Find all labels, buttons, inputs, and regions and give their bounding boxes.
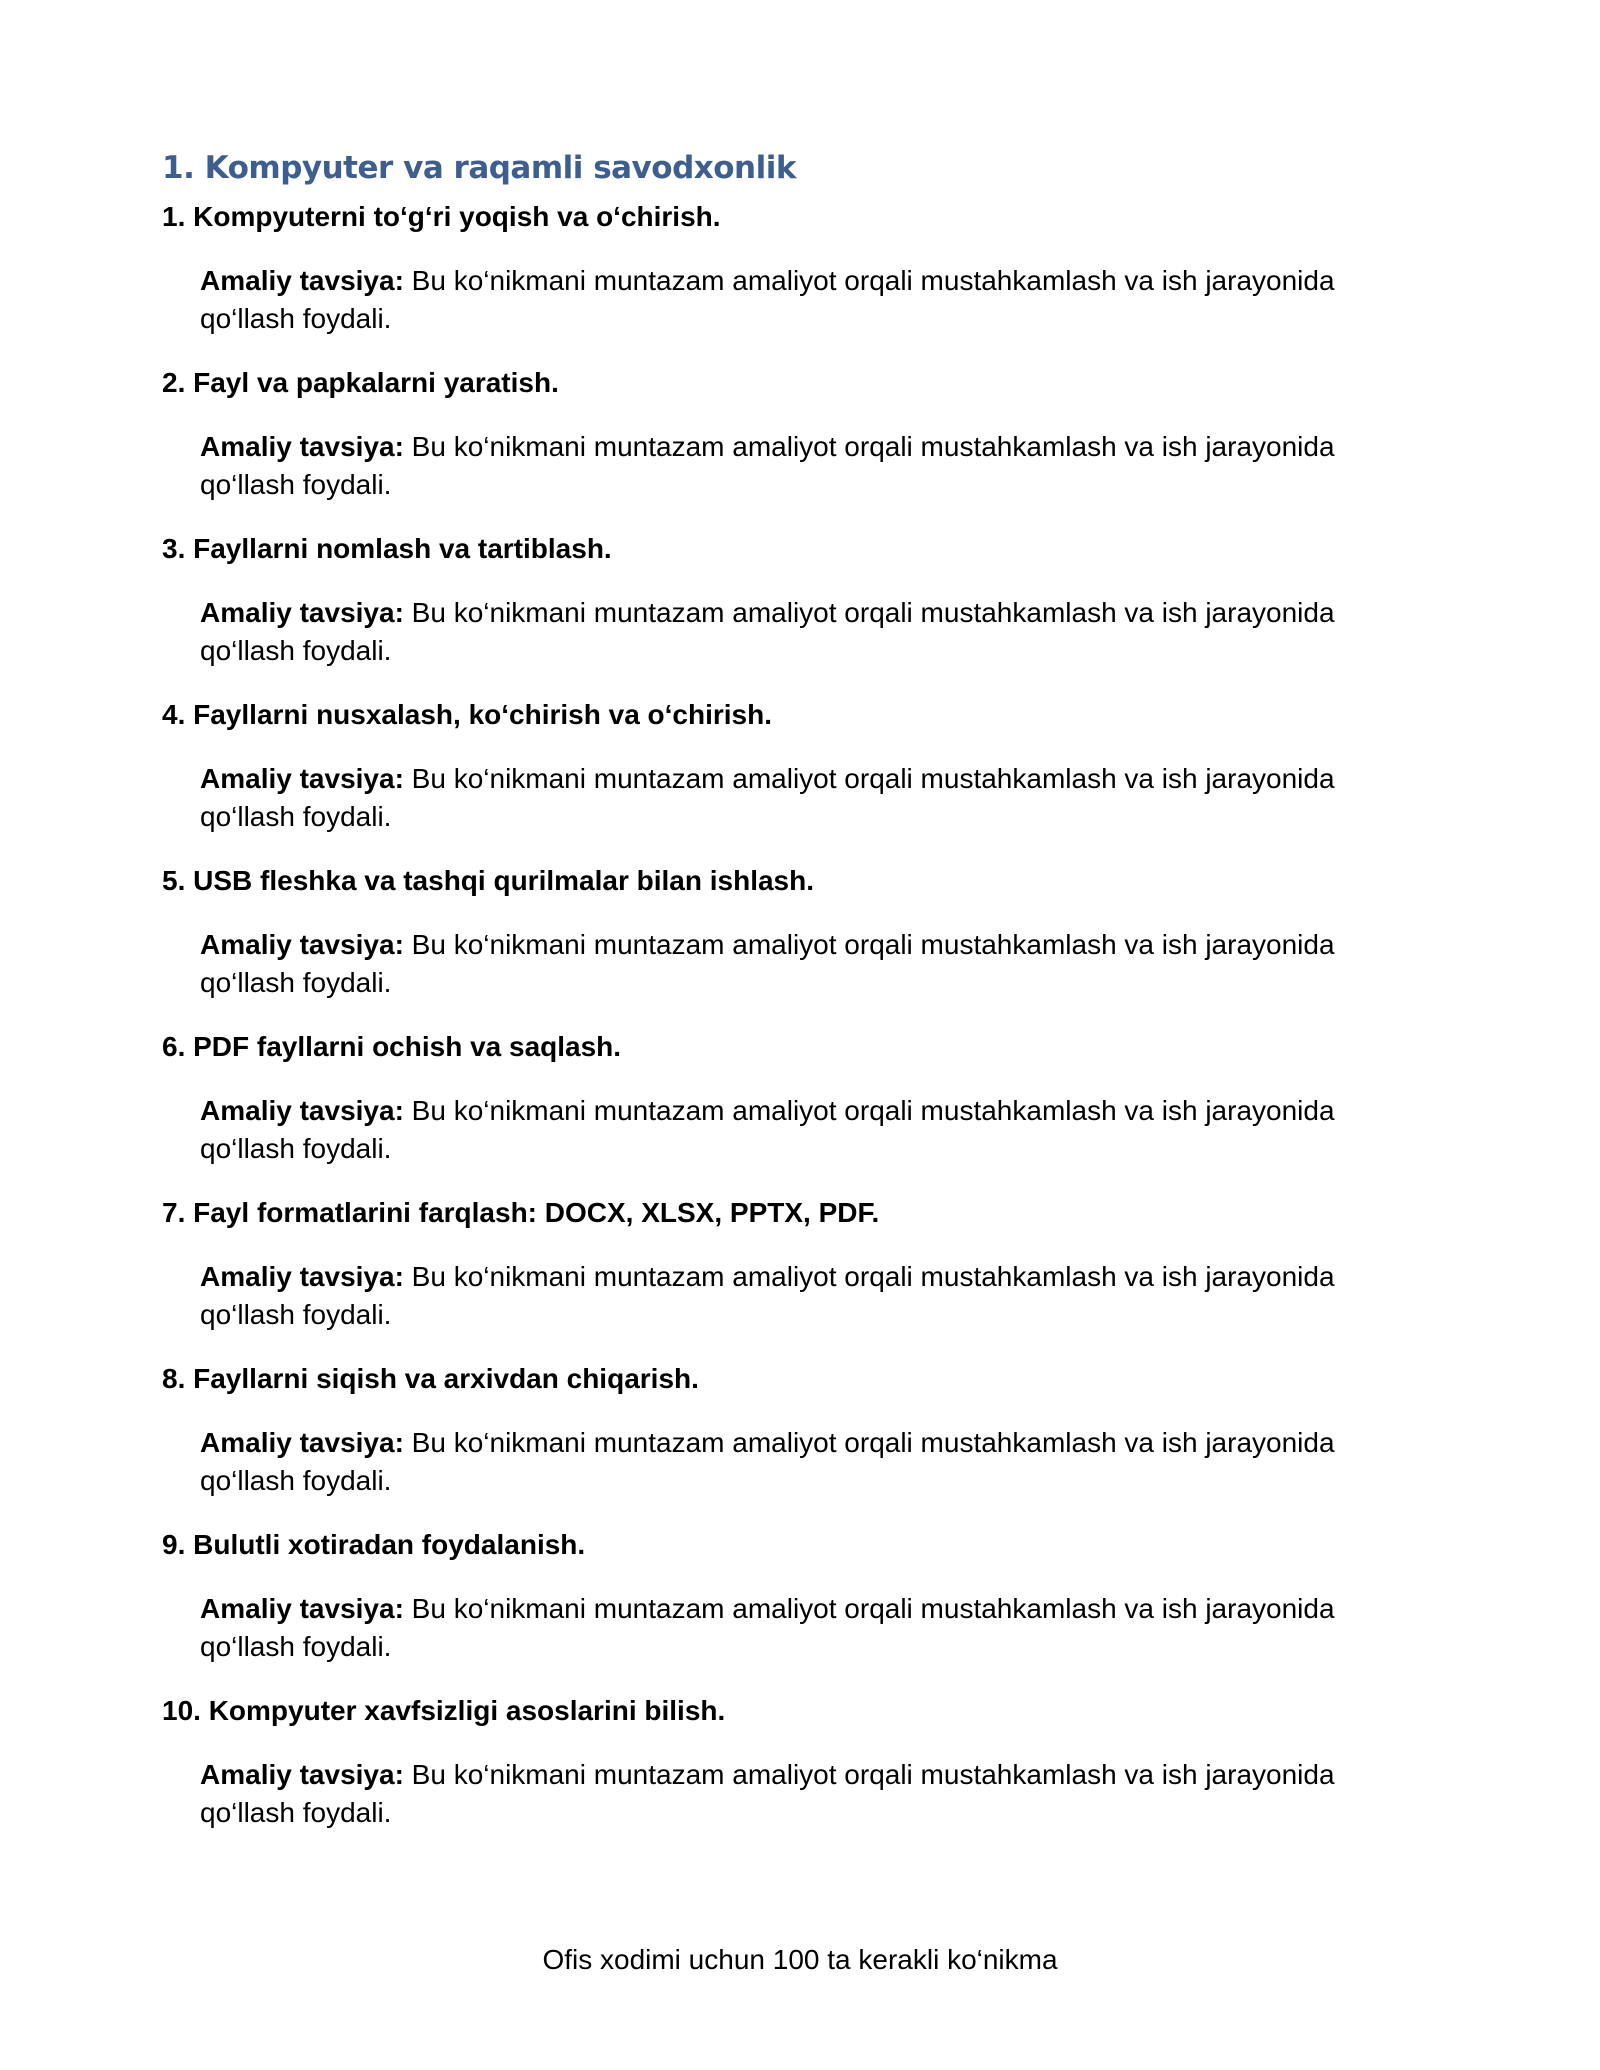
list-item <box>162 1029 1382 1195</box>
skills-list <box>162 199 1382 1859</box>
item-title: 4. Fayllarni nusxalash, ko‘chirish va o‘chirish. <box>162 699 773 730</box>
item-tip <box>200 594 1360 670</box>
item-title: 2. Fayl va papkalarni yaratish. <box>162 367 559 398</box>
item-title: 7. Fayl formatlarini farqlash: DOCX, XLSX, PPTX, PDF. <box>162 1197 880 1228</box>
item-tip <box>200 1590 1360 1666</box>
item-title: 3. Fayllarni nomlash va tartiblash. <box>162 533 612 564</box>
tip-text: Bu ko‘nikmani muntazam amaliyot orqali mustahkamlash va ish jarayonida qo‘llash foydali. <box>200 597 1335 666</box>
list-item <box>162 531 1382 697</box>
tip-label: Amaliy tavsiya: <box>200 597 404 628</box>
item-tip <box>200 1092 1360 1168</box>
tip-label: Amaliy tavsiya: <box>200 431 404 462</box>
tip-label: Amaliy tavsiya: <box>200 265 404 296</box>
tip-text: Bu ko‘nikmani muntazam amaliyot orqali mustahkamlash va ish jarayonida qo‘llash foydali. <box>200 1095 1335 1164</box>
tip-text: Bu ko‘nikmani muntazam amaliyot orqali mustahkamlash va ish jarayonida qo‘llash foydali. <box>200 265 1335 334</box>
item-tip <box>200 1424 1360 1500</box>
item-title: 8. Fayllarni siqish va arxivdan chiqarish. <box>162 1363 699 1394</box>
tip-label: Amaliy tavsiya: <box>200 1427 404 1458</box>
tip-text: Bu ko‘nikmani muntazam amaliyot orqali mustahkamlash va ish jarayonida qo‘llash foydali. <box>200 1593 1335 1662</box>
tip-text: Bu ko‘nikmani muntazam amaliyot orqali mustahkamlash va ish jarayonida qo‘llash foydali. <box>200 763 1335 832</box>
item-title: 10. Kompyuter xavfsizligi asoslarini bilish. <box>162 1695 726 1726</box>
tip-label: Amaliy tavsiya: <box>200 763 404 794</box>
list-item <box>162 199 1382 365</box>
tip-label: Amaliy tavsiya: <box>200 929 404 960</box>
tip-text: Bu ko‘nikmani muntazam amaliyot orqali mustahkamlash va ish jarayonida qo‘llash foydali. <box>200 431 1335 500</box>
page-footer: Ofis xodimi uchun 100 ta kerakli ko‘nikma <box>542 1944 1058 1975</box>
item-title: 9. Bulutli xotiradan foydalanish. <box>162 1529 586 1560</box>
item-tip <box>200 760 1360 836</box>
item-tip <box>200 926 1360 1002</box>
list-item <box>162 863 1382 1029</box>
item-tip <box>200 428 1360 504</box>
list-item <box>162 1527 1382 1693</box>
tip-label: Amaliy tavsiya: <box>200 1593 404 1624</box>
item-tip <box>200 1756 1360 1832</box>
list-item <box>162 1361 1382 1527</box>
item-title: 5. USB fleshka va tashqi qurilmalar bilan ishlash. <box>162 865 814 896</box>
list-item <box>162 365 1382 531</box>
tip-text: Bu ko‘nikmani muntazam amaliyot orqali mustahkamlash va ish jarayonida qo‘llash foydali. <box>200 1261 1335 1330</box>
tip-label: Amaliy tavsiya: <box>200 1261 404 1292</box>
item-tip <box>200 262 1360 338</box>
tip-label: Amaliy tavsiya: <box>200 1759 404 1790</box>
list-item <box>162 1693 1382 1859</box>
item-title: 6. PDF fayllarni ochish va saqlash. <box>162 1031 622 1062</box>
section-title: 1. Kompyuter va raqamli savodxonlik <box>162 150 796 186</box>
tip-text: Bu ko‘nikmani muntazam amaliyot orqali mustahkamlash va ish jarayonida qo‘llash foydali. <box>200 1427 1335 1496</box>
tip-text: Bu ko‘nikmani muntazam amaliyot orqali mustahkamlash va ish jarayonida qo‘llash foydali. <box>200 1759 1335 1828</box>
item-title: 1. Kompyuterni to‘g‘ri yoqish va o‘chirish. <box>162 201 721 232</box>
item-tip <box>200 1258 1360 1334</box>
list-item <box>162 697 1382 863</box>
tip-text: Bu ko‘nikmani muntazam amaliyot orqali mustahkamlash va ish jarayonida qo‘llash foydali. <box>200 929 1335 998</box>
tip-label: Amaliy tavsiya: <box>200 1095 404 1126</box>
list-item <box>162 1195 1382 1361</box>
